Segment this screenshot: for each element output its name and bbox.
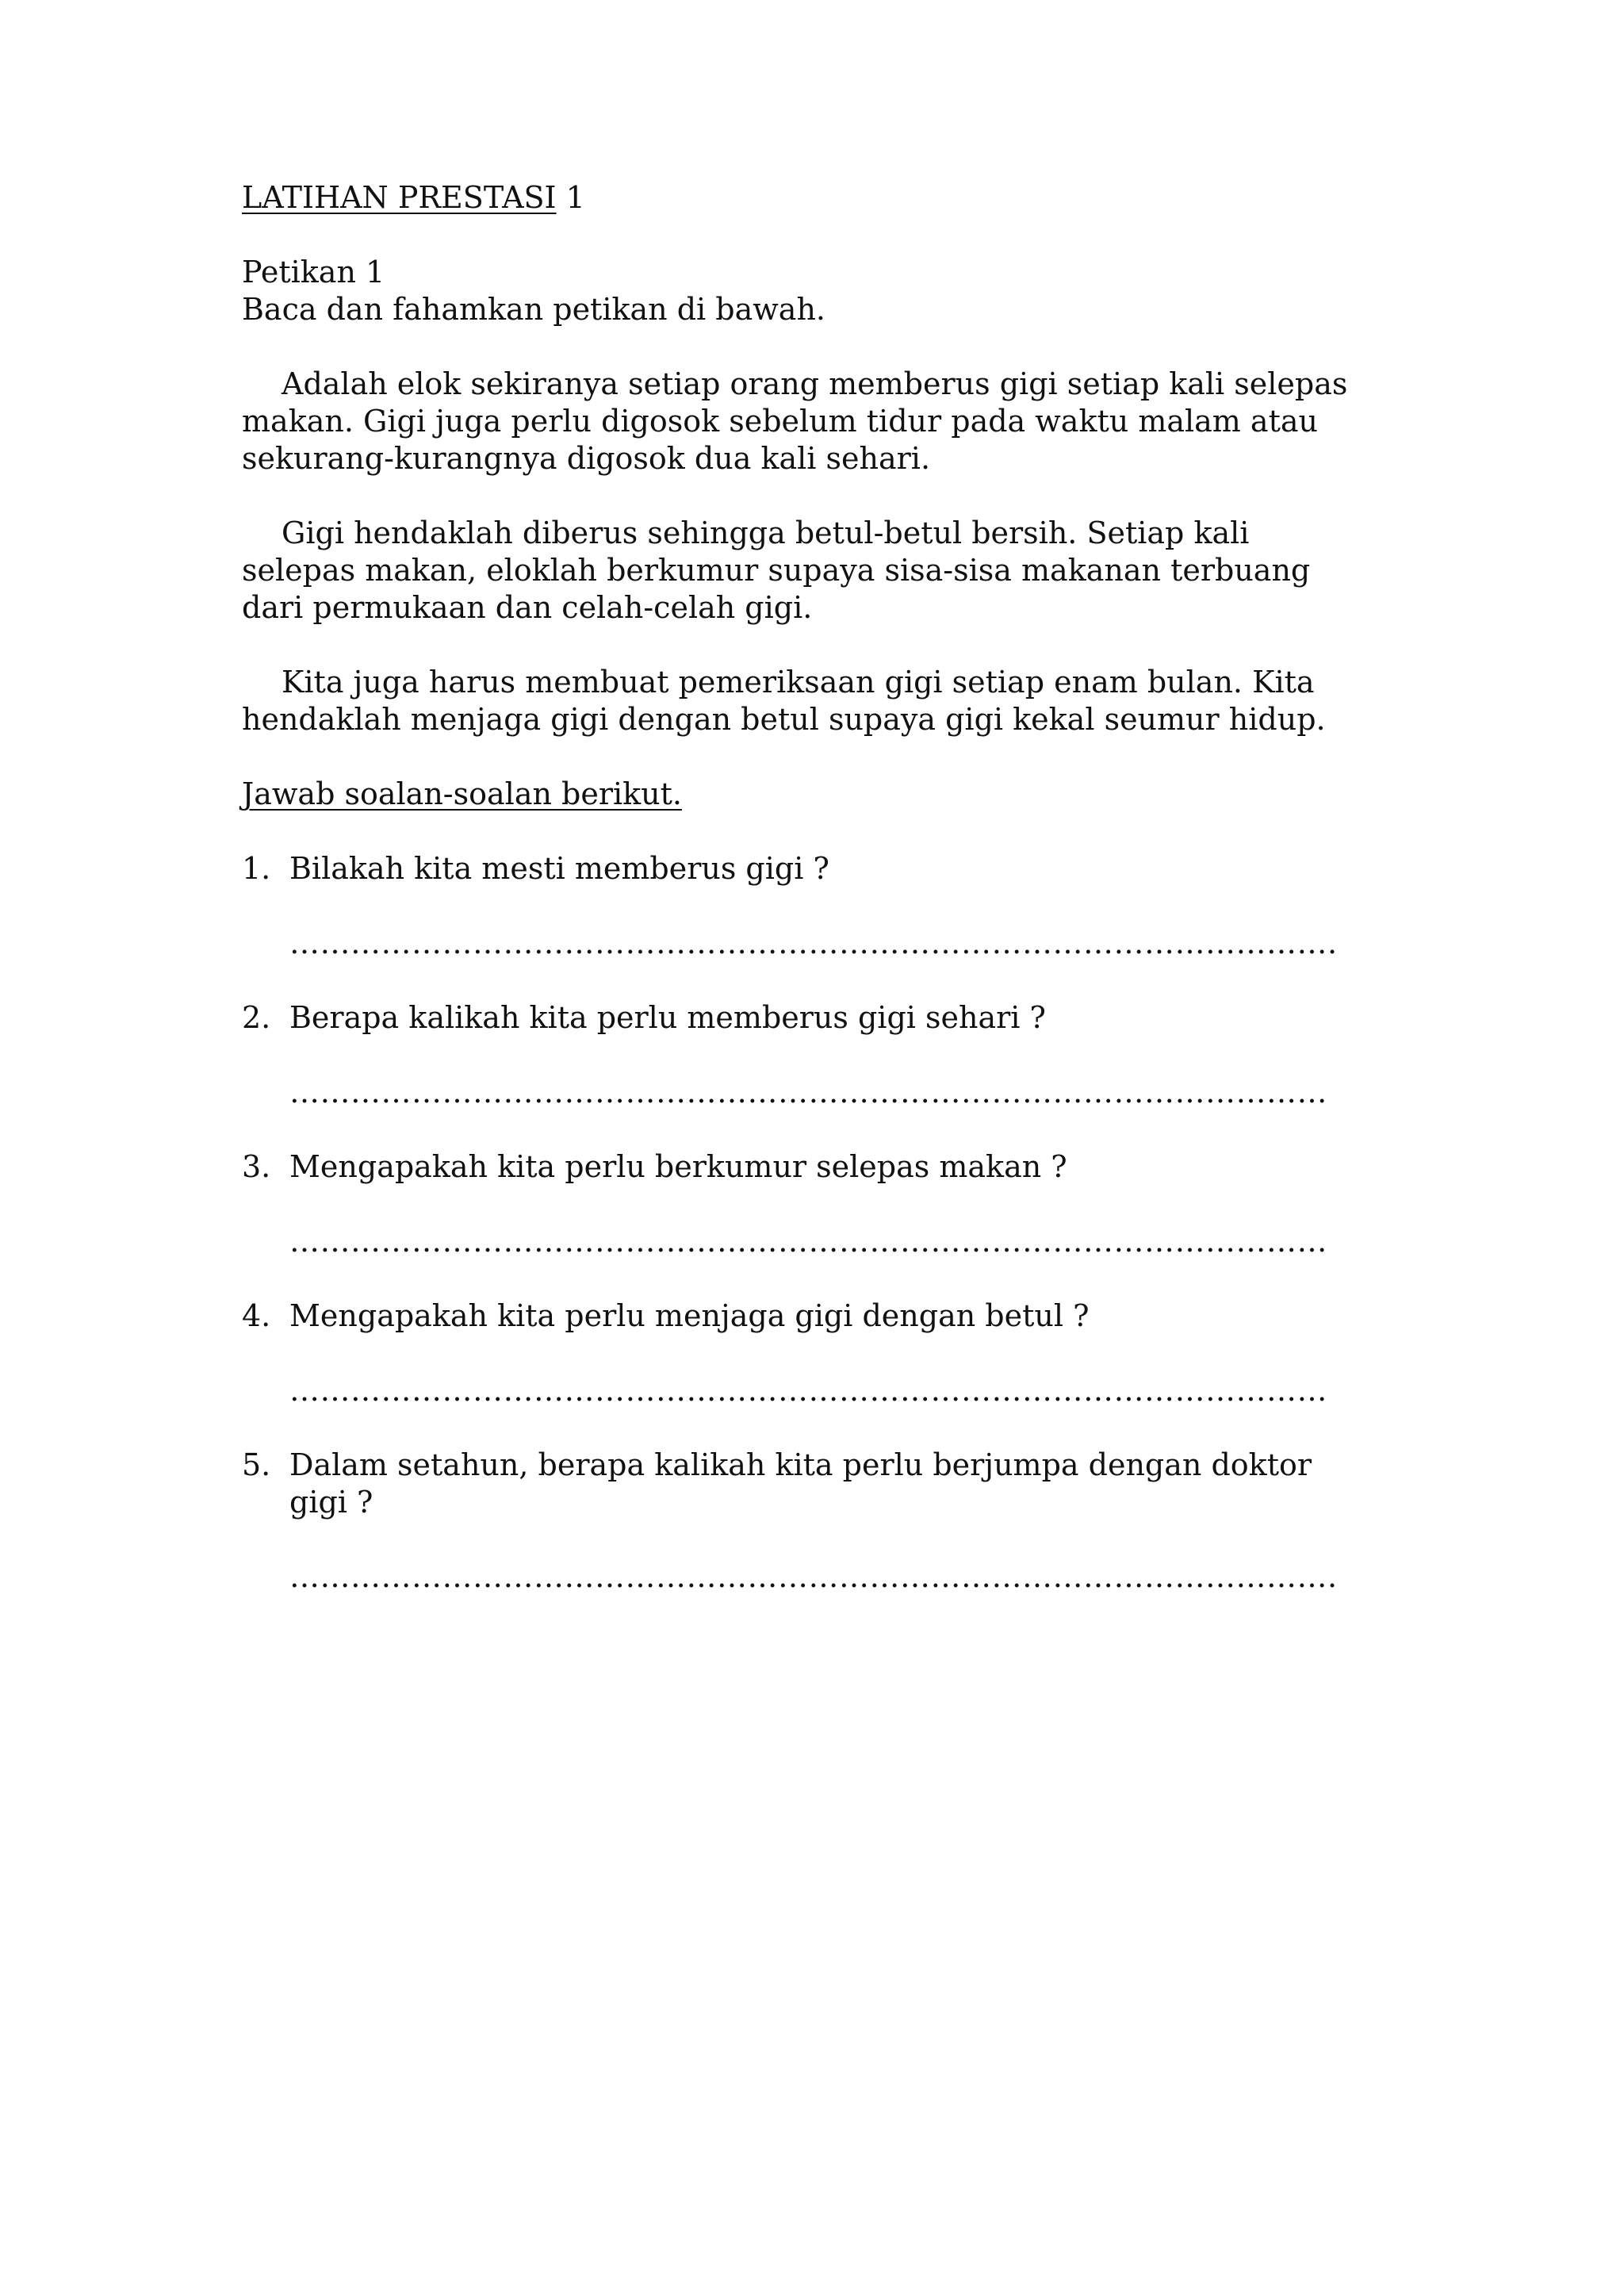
question-number: 4.: [242, 1298, 271, 1333]
question-item-3: [242, 1148, 1400, 1260]
question-text: Berapa kalikah kita perlu memberus gigi sehari ?: [289, 1000, 1046, 1035]
question-item-5: [242, 1447, 1400, 1596]
section-instruction: Baca dan fahamkan petikan di bawah.: [242, 292, 825, 327]
passage-paragraph-3: [242, 664, 1400, 738]
question-list: [242, 850, 1400, 1596]
paragraph-line: dari permukaan dan celah-celah gigi.: [242, 590, 813, 625]
page-title: [242, 179, 1400, 217]
paragraph-line: Kita juga harus membuat pemeriksaan gigi setiap enam bulan. Kita: [282, 665, 1315, 700]
paragraph-line: makan. Gigi juga perlu digosok sebelum tidur pada waktu malam atau: [242, 404, 1318, 439]
question-text: Bilakah kita mesti memberus gigi ?: [289, 851, 829, 886]
question-text: Mengapakah kita perlu menjaga gigi dengan betul ?: [289, 1298, 1090, 1333]
question-text-continued: gigi ?: [289, 1485, 373, 1520]
passage-paragraph-1: [242, 366, 1400, 477]
paragraph-line: selepas makan, eloklah berkumur supaya sisa-sisa makanan terbuang: [242, 553, 1311, 588]
section-heading: Petikan 1: [242, 255, 385, 289]
answer-line[interactable]: …………………………………………………………………………………………: [289, 1075, 1327, 1110]
question-item-1: [242, 850, 1400, 962]
passage-paragraph-2: [242, 515, 1400, 627]
paragraph-line: hendaklah menjaga gigi dengan betul supaya gigi kekal seumur hidup.: [242, 702, 1326, 737]
question-item-2: [242, 999, 1400, 1111]
document-content: [242, 179, 1400, 1633]
question-text: Dalam setahun, berapa kalikah kita perlu berjumpa dengan doktor: [289, 1447, 1312, 1482]
answer-line[interactable]: …………………………………………………………………………………………: [289, 1373, 1327, 1408]
question-text: Mengapakah kita perlu berkumur selepas makan ?: [289, 1149, 1067, 1184]
question-number: 5.: [242, 1447, 271, 1482]
answer-line[interactable]: ………………………………………………………………………………………….: [289, 1559, 1338, 1594]
questions-instruction: Jawab soalan-soalan berikut.: [242, 776, 683, 811]
page-title-text: LATIHAN PRESTASI: [242, 180, 557, 215]
answer-line[interactable]: …………………………………………………………………………………………: [289, 1224, 1327, 1259]
question-item-4: [242, 1297, 1400, 1409]
answer-line[interactable]: ………………………………………………………………………………………….: [289, 926, 1338, 960]
question-number: 3.: [242, 1149, 271, 1184]
question-number: 1.: [242, 851, 271, 886]
page-title-number: 1: [565, 180, 585, 215]
paragraph-line: Adalah elok sekiranya setiap orang memberus gigi setiap kali selepas: [282, 366, 1348, 401]
paragraph-line: Gigi hendaklah diberus sehingga betul-betul bersih. Setiap kali: [282, 516, 1250, 550]
paragraph-line: sekurang-kurangnya digosok dua kali sehari.: [242, 441, 931, 476]
question-number: 2.: [242, 1000, 271, 1035]
